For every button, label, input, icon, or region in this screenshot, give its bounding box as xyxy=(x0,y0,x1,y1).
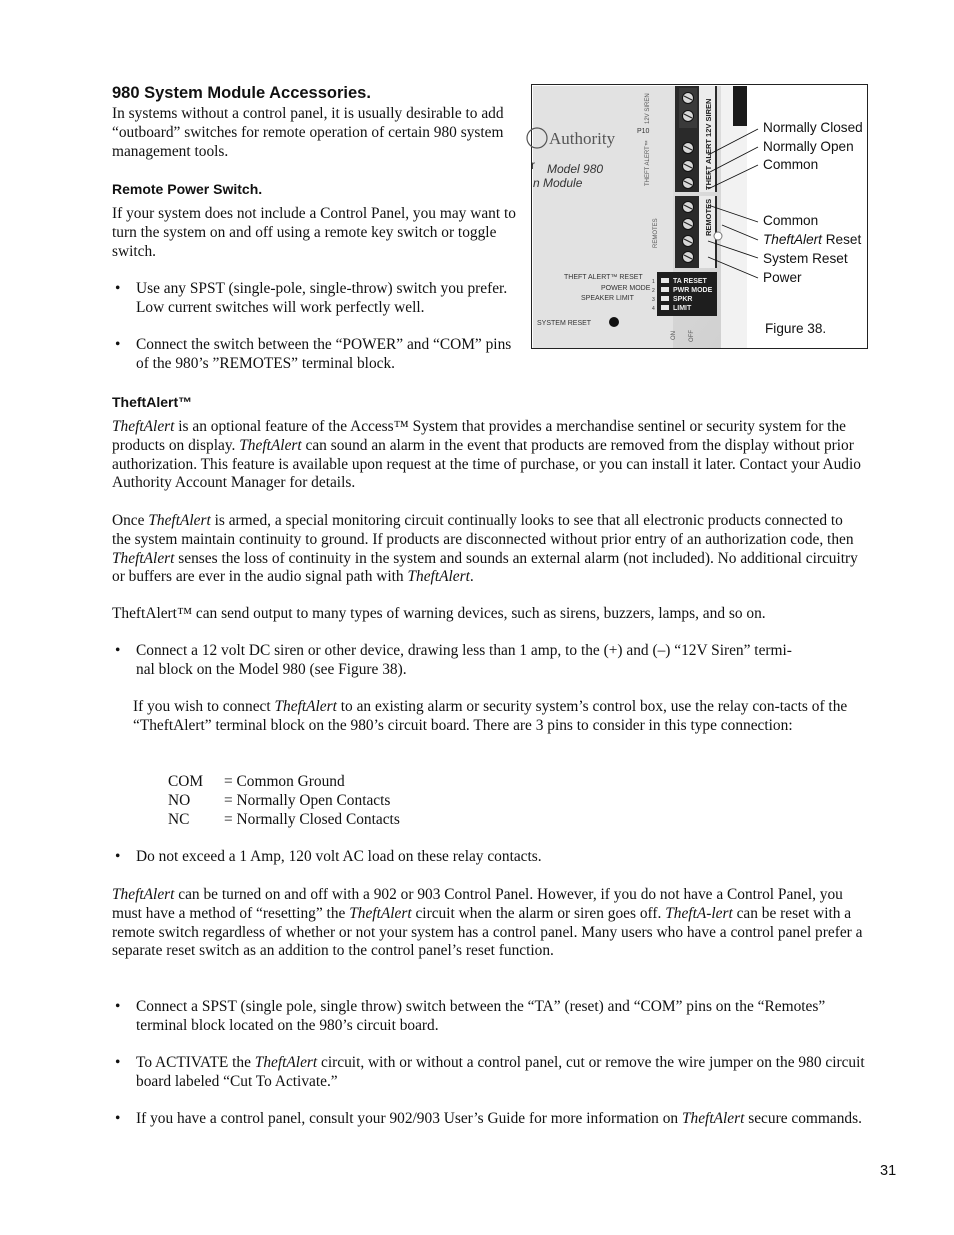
dip-code: SPKR xyxy=(673,296,693,303)
bullet-dot: • xyxy=(115,1110,121,1127)
list-item xyxy=(115,336,517,376)
list-item-text: Connect the switch between the “POWER” and “COM” pins of the 980’s ”REMOTES” terminal block. xyxy=(136,336,512,372)
svg-text:r: r xyxy=(531,158,535,172)
bullet-dot: • xyxy=(115,998,121,1015)
section-title: 980 System Module Accessories. xyxy=(112,84,371,102)
list-item-text: Do not exceed a 1 Amp, 120 volt AC load on these relay contacts. xyxy=(136,848,542,865)
bullet-dot: • xyxy=(115,1054,121,1071)
dip-code: PWR MODE xyxy=(673,287,713,294)
on-label: ON xyxy=(671,331,677,340)
list-item-text: Connect a SPST (single pole, single throw) switch between the “TA” (reset) and “COM” pins on the “Remotes” terminal block located on the 980’s circuit board. xyxy=(136,998,826,1034)
dip-number: 3 xyxy=(652,297,655,303)
dip-code: LIMIT xyxy=(673,305,692,312)
theftalert-paragraph-1: TheftAlert is an optional feature of the Access™ System that provides a merchandise sentinel or security system for the products on display. TheftAlert can sound an alarm in the event that products are removed from the display without prior authorization. This feature is available upon request at the time of purchase, or you can install it later. Contact your Audio Authority Account Manager for details. xyxy=(112,418,861,492)
speaker-limit-label: SPEAKER LIMIT xyxy=(581,295,634,302)
page-number: 31 xyxy=(880,1163,897,1179)
brand-text: Authority xyxy=(549,129,616,148)
theftalert-paragraph-2: Once TheftAlert is armed, a special monitoring circuit continually looks to see that all electronic products connected to the system maintain continuity to ground. If products are disconnected without prior entry of an authorization code, then TheftAlert senses the loss of continuity in the system and sounds an external alarm (not included). No additional circuitry or buffers are ever in the audio signal path with TheftAlert. xyxy=(112,512,858,586)
siren-vertical-label: 12V SIREN xyxy=(645,93,651,124)
bullet-dot: • xyxy=(115,642,121,659)
list-item xyxy=(115,642,867,682)
list-item xyxy=(115,1054,867,1094)
model-text: Model 980 xyxy=(547,162,604,176)
power-mode-label: POWER MODE xyxy=(601,285,651,292)
label-system-reset: System Reset xyxy=(763,251,848,266)
bullet-dot: • xyxy=(115,336,121,353)
list-item xyxy=(115,280,517,320)
label-common-1: Common xyxy=(763,157,819,172)
definition-row: COM = Common Ground xyxy=(168,773,345,790)
figure-38 xyxy=(531,84,868,349)
bullet-dot: • xyxy=(115,280,121,297)
list-item xyxy=(115,848,867,870)
dip-number: 2 xyxy=(652,288,655,294)
system-reset-label: SYSTEM RESET xyxy=(537,320,592,327)
label-power: Power xyxy=(763,270,802,285)
list-item xyxy=(115,998,867,1038)
remote-power-paragraph: If your system does not include a Control Panel, you may want to turn the system on and off using a remote key switch or toggle switch. xyxy=(112,205,516,260)
list-item-text: To ACTIVATE the TheftAlert circuit, with or without a control panel, cut or remove the wire jumper on the 980 circuit board labeled “Cut To Activate.” xyxy=(136,1054,865,1090)
remotes-terminal-text: REMOTES xyxy=(704,198,713,236)
theftalert-heading: TheftAlert™ xyxy=(112,394,193,410)
off-label: OFF xyxy=(689,330,695,342)
p10-label: P10 xyxy=(637,128,650,135)
theftalert-terminal-text: THEFT ALERT 12V SIREN xyxy=(704,98,713,190)
theftalert-paragraph-4: TheftAlert can be turned on and off with a 902 or 903 Control Panel. However, if you do not have a Control Panel, you must have a method of “resetting” the TheftAlert circuit when the alarm or siren goes off. TheftA-lert can be reset with a remote switch regardless of whether or not your system has a control panel. Many users who have a control panel prefer a separate reset switch as an addition to the control panel’s reset function. xyxy=(112,886,863,960)
dip-code: TA RESET xyxy=(673,278,707,285)
definition-row: NO = Normally Open Contacts xyxy=(168,792,391,809)
ta-reset-label: THEFT ALERT™ RESET xyxy=(564,274,643,281)
definition-row: NC = Normally Closed Contacts xyxy=(168,811,400,828)
remotes-vertical-label: REMOTES xyxy=(653,218,659,248)
label-theftalert-reset: TheftAlert Reset xyxy=(763,232,862,247)
list-item xyxy=(115,1110,867,1150)
list-item-text: Use any SPST (single-pole, single-throw) switch you prefer. Low current switches will work perfectly well. xyxy=(136,280,508,316)
label-normally-open: Normally Open xyxy=(763,139,854,154)
label-common-2: Common xyxy=(763,213,819,228)
dip-number: 4 xyxy=(652,306,655,312)
theft-alert-vertical-label: THEFT ALERT™ xyxy=(645,140,651,186)
label-normally-closed: Normally Closed xyxy=(763,120,863,135)
list-item-text: If you have a control panel, consult your 902/903 User’s Guide for more information on TheftAlert secure commands. xyxy=(136,1110,862,1127)
figure-caption: Figure 38. xyxy=(765,321,827,336)
dip-number: 1 xyxy=(652,279,655,285)
list-item-text: Connect a 12 volt DC siren or other device, drawing less than 1 amp, to the (+) and (–) “12V Siren” termi- nal block on the Model 980 (see Figure 38). xyxy=(136,642,792,678)
module-text: n Module xyxy=(533,176,583,190)
remote-power-heading: Remote Power Switch. xyxy=(112,181,263,197)
bullet-dot: • xyxy=(115,848,121,865)
theftalert-paragraph-3: TheftAlert™ can send output to many types of warning devices, such as sirens, buzzers, lamps, and so on. xyxy=(112,605,766,622)
intro-paragraph: In systems without a control panel, it is usually desirable to add “outboard” switches for remote operation of certain 980 system management tools. xyxy=(112,105,504,160)
relay-contacts-paragraph: If you wish to connect TheftAlert to an existing alarm or security system’s control box, use the relay con-tacts of the “TheftAlert” terminal block on the 980’s circuit board. There are 3 pins to consider in this type connection: xyxy=(133,698,848,734)
